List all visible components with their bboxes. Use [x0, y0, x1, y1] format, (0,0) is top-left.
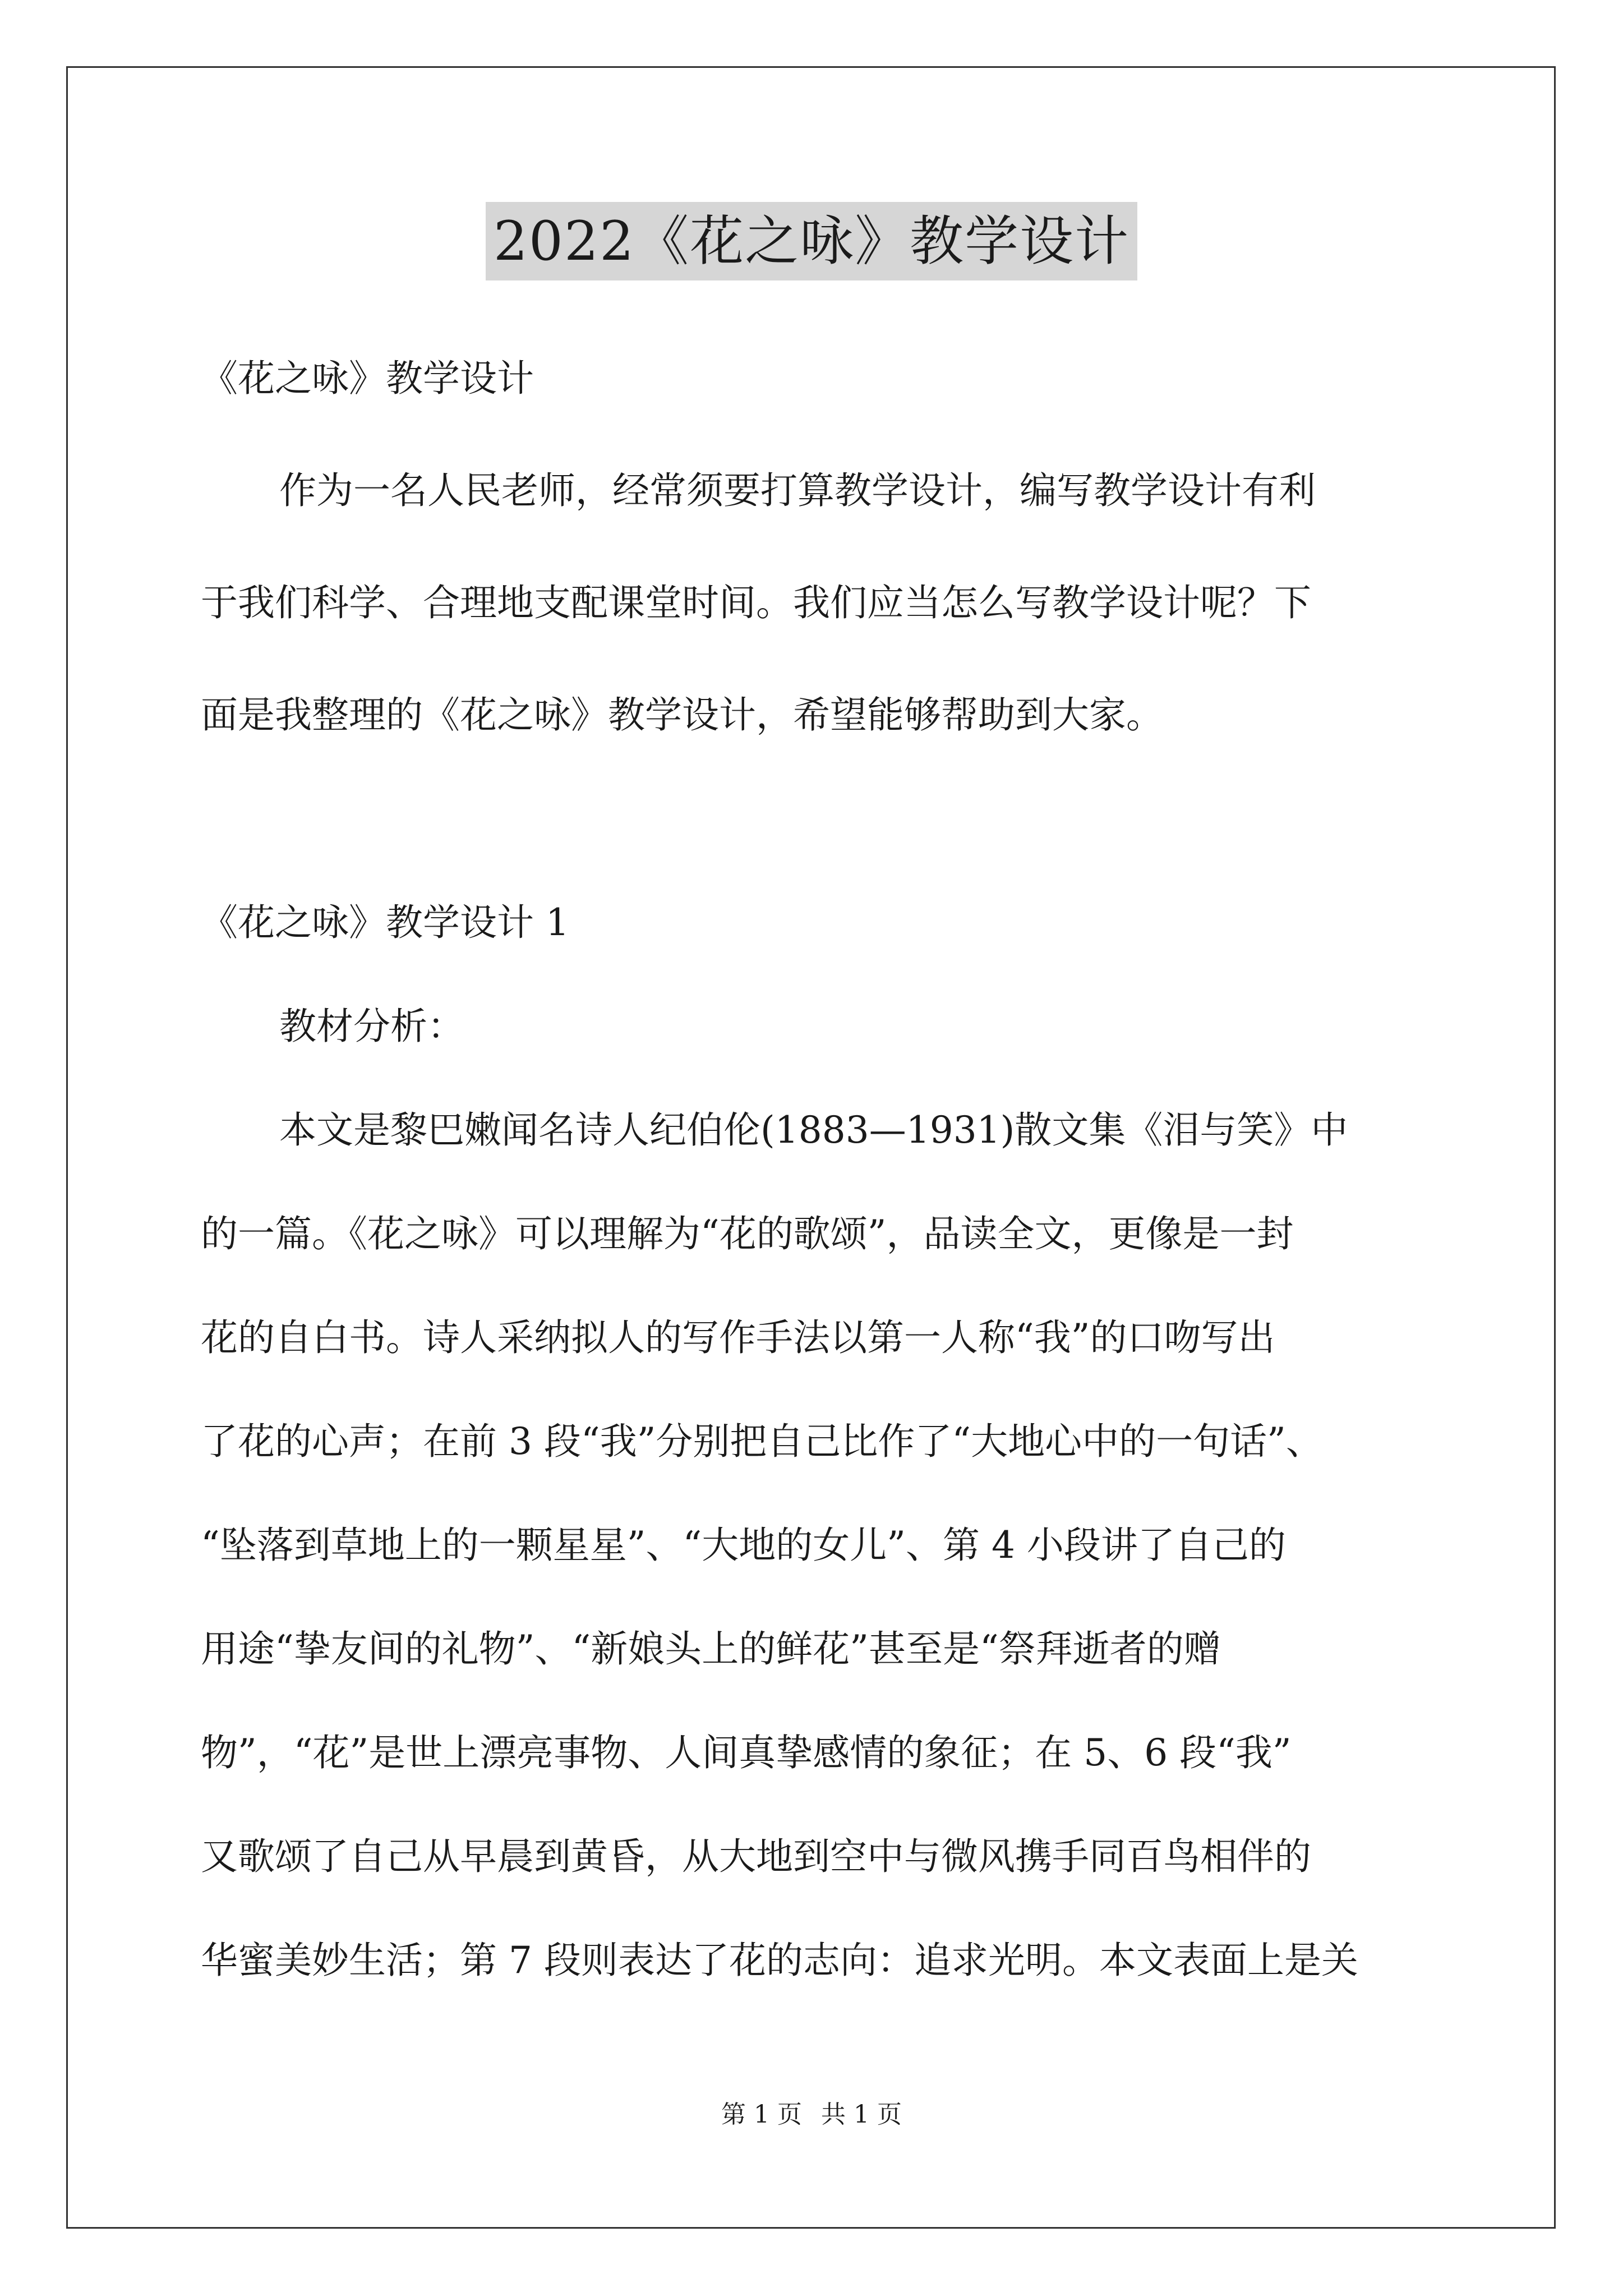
- body-line-7: 物”，“花”是世上漂亮事物、人间真挚感情的象征；在 5、6 段“我”: [201, 1731, 1292, 1774]
- body-line-5: “坠落到草地上的一颗星星”、“大地的女儿”、第 4 小段讲了自己的: [201, 1524, 1286, 1567]
- intro-line-3: 面是我整理的《花之咏》教学设计，希望能够帮助到大家。: [201, 693, 1163, 737]
- body-line-9: 华蜜美妙生活；第 7 段则表达了花的志向：追求光明。本文表面上是关: [201, 1939, 1358, 1982]
- page-total: 共 1 页: [821, 2100, 902, 2129]
- section-heading: 《花之咏》教学设计 1: [201, 901, 569, 944]
- body-line-1: 本文是黎巴嫩闻名诗人纪伯伦(1883—1931)散文集《泪与笑》中: [279, 1108, 1348, 1152]
- body-line-3: 花的自白书。诗人采纳拟人的写作手法以第一人称“我”的口吻写出: [201, 1316, 1275, 1359]
- title-wrapper: [0, 202, 1623, 280]
- subtitle: 《花之咏》教学设计: [201, 357, 534, 400]
- body-line-8: 又歌颂了自己从早晨到黄昏，从大地到空中与微风携手同百鸟相伴的: [201, 1835, 1311, 1878]
- document-title: 2022《花之咏》教学设计: [486, 202, 1137, 280]
- intro-line-2: 于我们科学、合理地支配课堂时间。我们应当怎么写教学设计呢？下: [201, 581, 1311, 624]
- page-footer: [0, 2098, 1623, 2132]
- page-number: 第 1 页: [721, 2100, 802, 2129]
- material-heading: 教材分析：: [279, 1005, 464, 1048]
- body-line-2: 的一篇。《花之咏》可以理解为“花的歌颂”，品读全文，更像是一封: [201, 1212, 1294, 1255]
- body-line-6: 用途“挚友间的礼物”、“新娘头上的鲜花”甚至是“祭拜逝者的赠: [201, 1627, 1221, 1671]
- intro-line-1: 作为一名人民老师，经常须要打算教学设计，编写教学设计有利: [279, 469, 1316, 512]
- body-line-4: 了花的心声；在前 3 段“我”分别把自己比作了“大地心中的一句话”、: [201, 1420, 1323, 1463]
